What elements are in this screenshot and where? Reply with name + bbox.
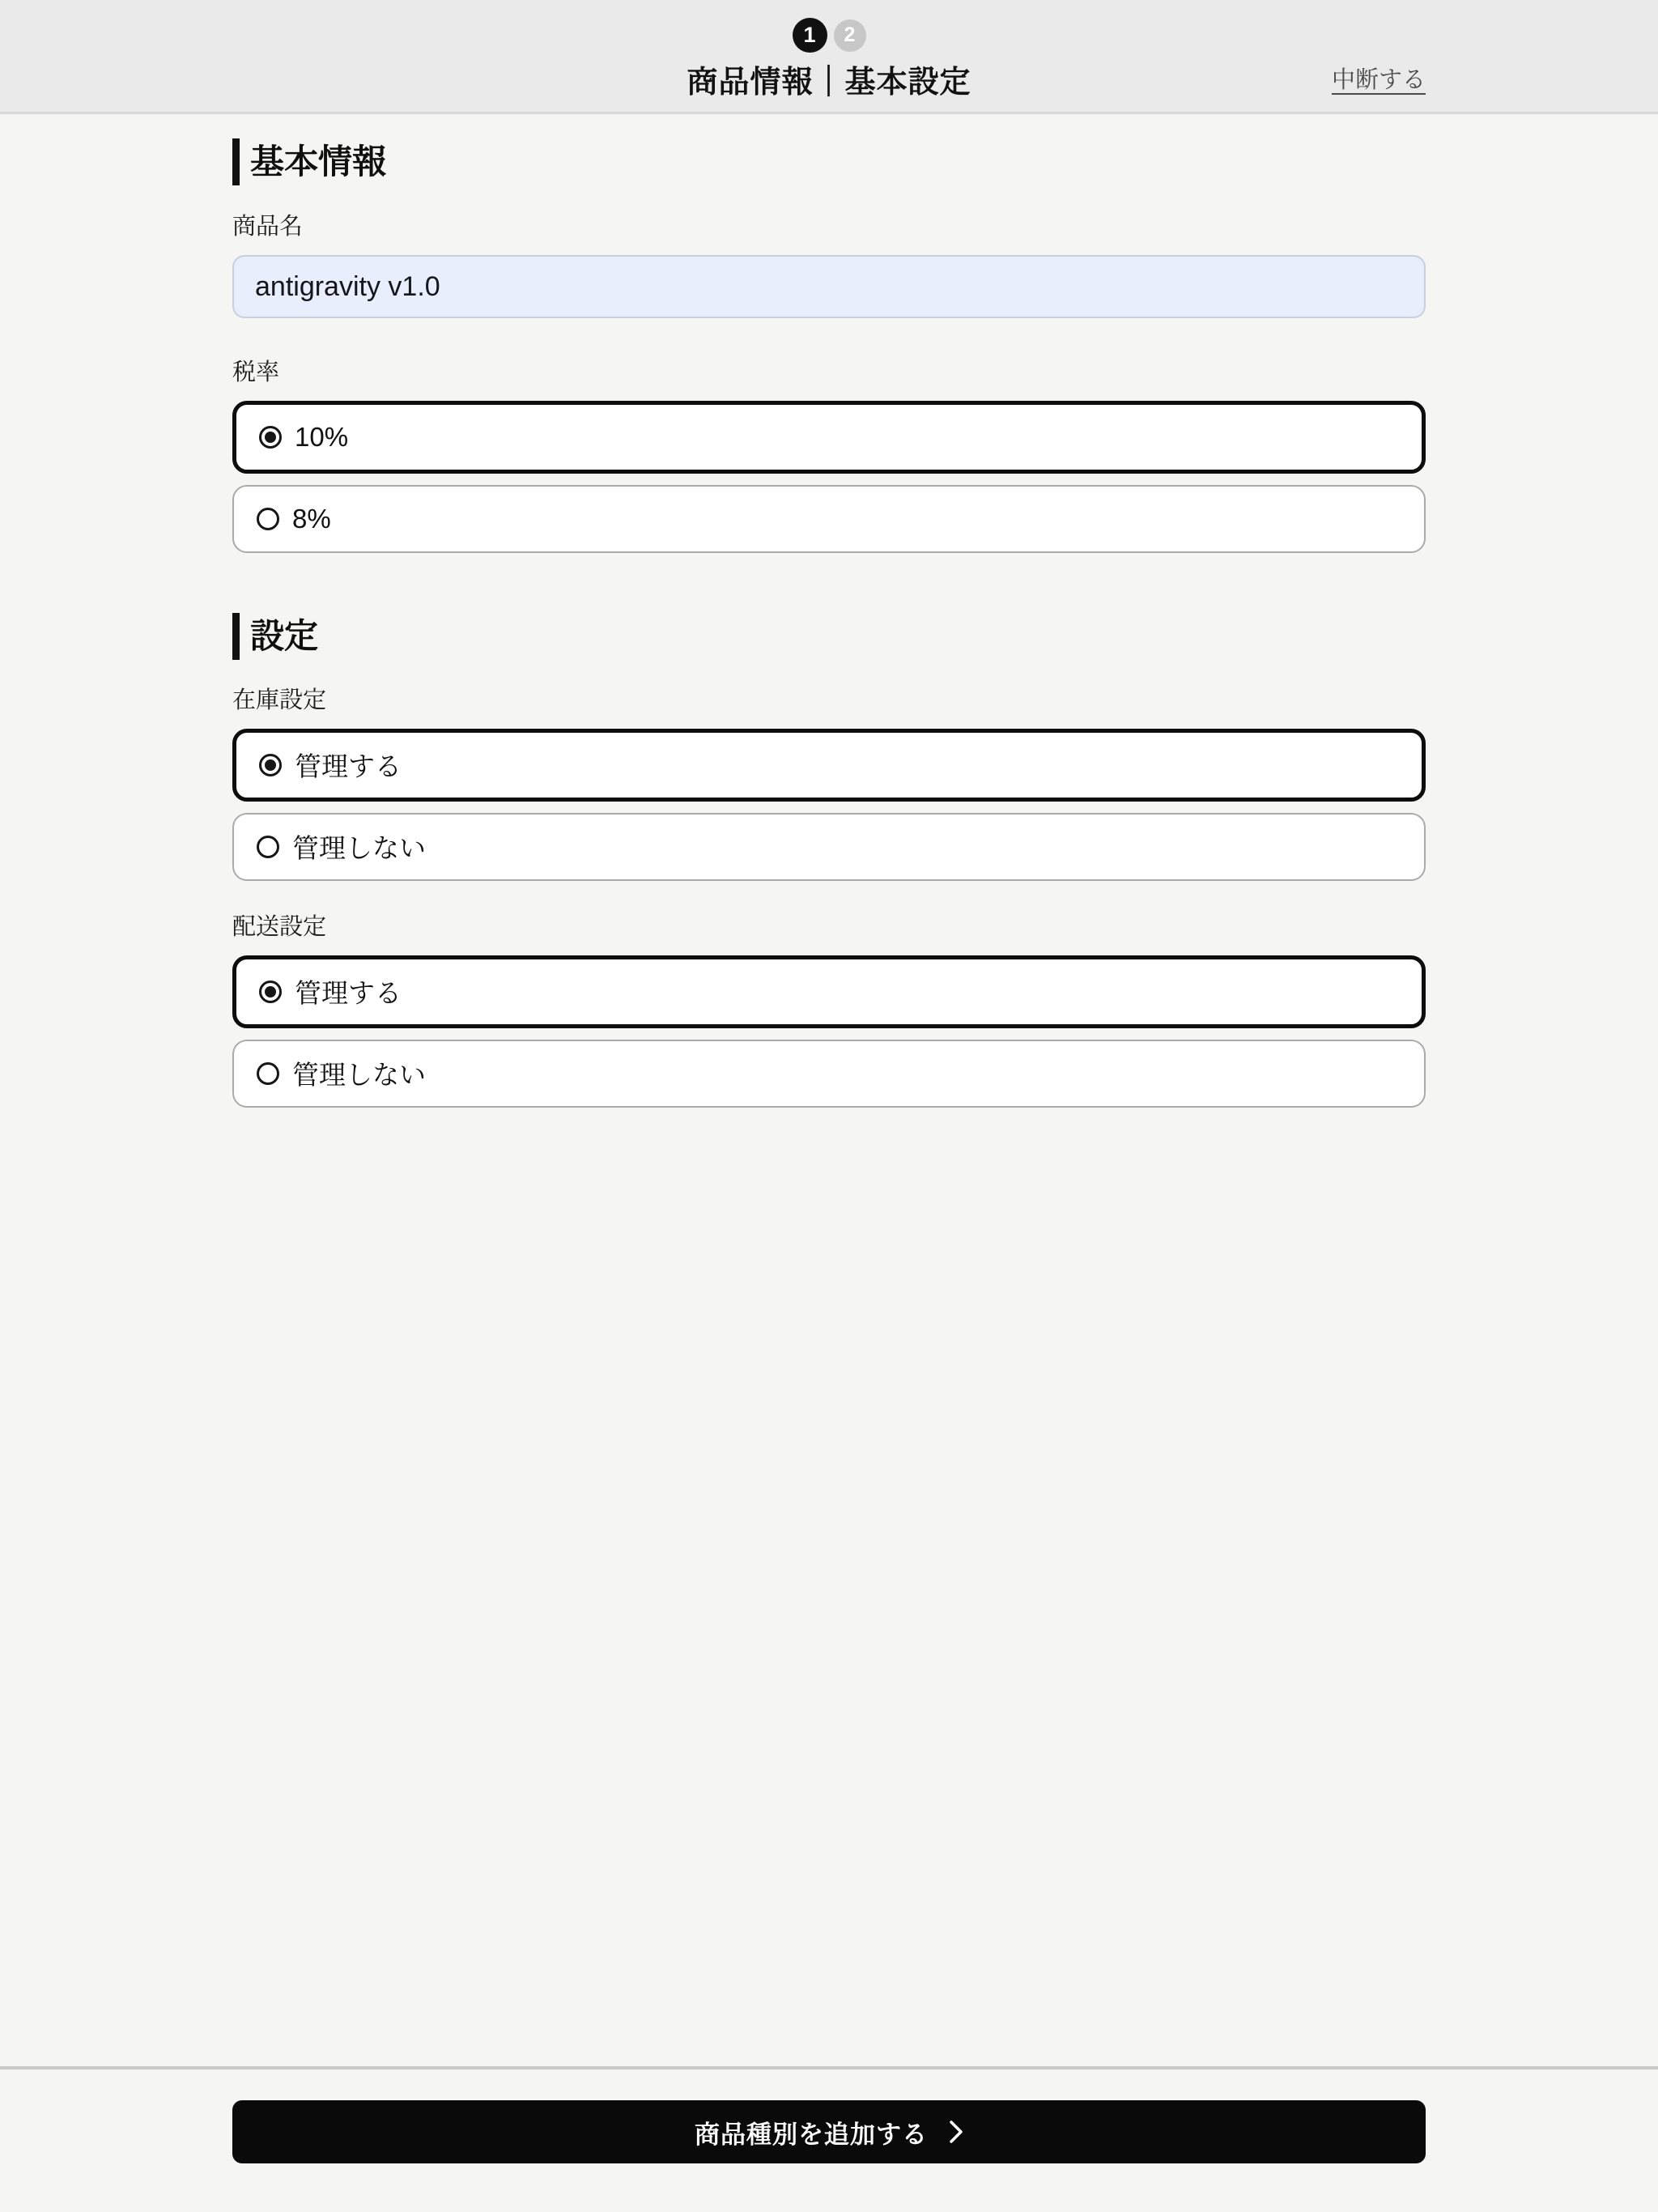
- shipping-setting-radio-group: [232, 955, 1426, 1108]
- stock-setting-radio-group: [232, 729, 1426, 881]
- radio-option-label: 管理する: [295, 751, 402, 782]
- add-product-type-button-label: 商品種別を追加する: [695, 2120, 928, 2149]
- radio-option-card-stock-no-manage[interactable]: [232, 813, 1426, 881]
- radio-option-label: 管理しない: [292, 833, 426, 864]
- radio-unselected-icon: [257, 836, 279, 858]
- radio-option-card-shipping-no-manage[interactable]: [232, 1040, 1426, 1108]
- page-title: 商品情報｜基本設定: [687, 66, 971, 100]
- product-name-label: 商品名: [232, 214, 304, 240]
- radio-option-card-tax-10[interactable]: [232, 401, 1426, 474]
- radio-selected-icon: [259, 426, 282, 449]
- add-product-type-button[interactable]: [232, 2100, 1426, 2163]
- stock-setting-label: 在庫設定: [232, 687, 327, 713]
- radio-option-label: 10%: [295, 422, 349, 452]
- tax-rate-label: 税率: [232, 359, 280, 385]
- section-heading-basic-info: 基本情報: [232, 138, 1426, 185]
- radio-unselected-icon: [257, 1062, 279, 1085]
- radio-selected-icon: [259, 981, 282, 1003]
- radio-unselected-icon: [257, 508, 279, 530]
- tax-rate-radio-group: [232, 401, 1426, 553]
- footer-action-bar: [0, 2066, 1658, 2212]
- form-content: [232, 114, 1426, 1108]
- radio-option-card-tax-8[interactable]: [232, 485, 1426, 553]
- chevron-right-icon: [949, 2120, 963, 2144]
- radio-option-label: 8%: [292, 504, 331, 534]
- radio-option-card-shipping-manage[interactable]: [232, 955, 1426, 1028]
- radio-option-label: 管理する: [295, 978, 402, 1009]
- section-heading-settings: 設定: [232, 613, 1426, 660]
- wizard-header: [0, 0, 1658, 114]
- step-indicator: [0, 18, 1658, 53]
- radio-option-card-stock-manage[interactable]: [232, 729, 1426, 802]
- step-2-badge: 2: [834, 19, 866, 52]
- radio-selected-icon: [259, 754, 282, 776]
- radio-option-label: 管理しない: [292, 1060, 426, 1091]
- step-1-badge: 1: [793, 18, 827, 53]
- cancel-link[interactable]: 中断する: [1331, 67, 1426, 93]
- product-name-input[interactable]: [232, 255, 1426, 318]
- shipping-setting-label: 配送設定: [232, 913, 327, 940]
